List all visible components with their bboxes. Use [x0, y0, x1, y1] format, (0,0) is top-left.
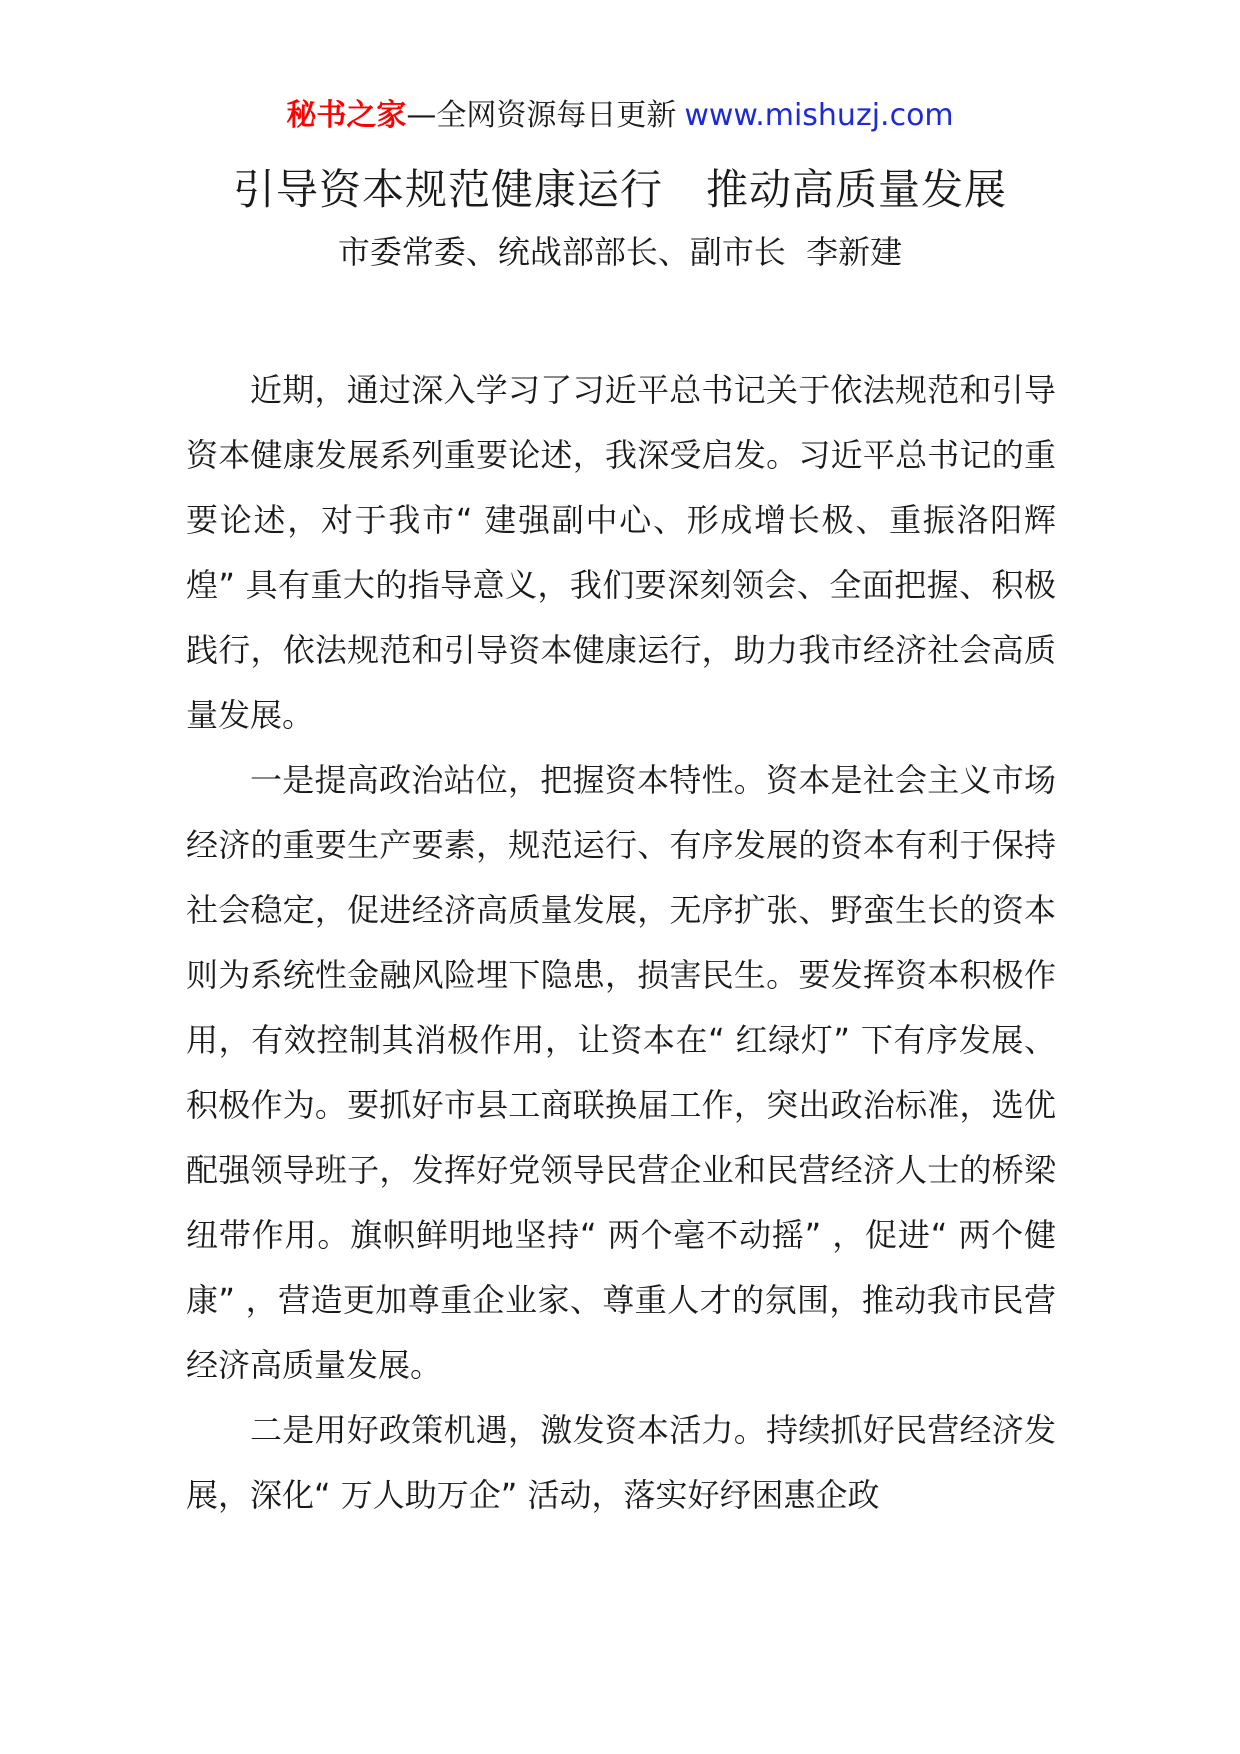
- site-url-link[interactable]: www.mishuzj.com: [684, 98, 954, 133]
- document-body: [186, 358, 1056, 1528]
- paragraph-point-two: 二是用好政策机遇，激发资本活力。持续抓好民营经济发展，深化“ 万人助万企” 活动，落实好纾困惠企政: [186, 1411, 1056, 1514]
- paragraph-intro: 近期，通过深入学习了习近平总书记关于依法规范和引导资本健康发展系列重要论述，我深受启发。习近平总书记的重要论述，对于我市“ 建强副中心、形成增长极、重振洛阳辉煌” 具有重大的指导意义，我们要深刻领会、全面把握、积极践行，依法规范和引导资本健康运行，助力我市经济社会高质量发展。: [186, 371, 1056, 734]
- header-dash: —: [406, 98, 437, 133]
- site-tagline: 全网资源每日更新: [436, 98, 677, 133]
- document-title: 引导资本规范健康运行 推动高质量发展: [232, 165, 1007, 214]
- site-header: [0, 96, 1240, 136]
- site-name: 秘书之家: [286, 98, 407, 133]
- paragraph-point-one: 一是提高政治站位，把握资本特性。资本是社会主义市场经济的重要生产要素，规范运行、有序发展的资本有利于保持社会稳定，促进经济高质量发展，无序扩张、野蛮生长的资本则为系统性金融风险埋下隐患，损害民生。要发挥资本积极作用，有效控制其消极作用，让资本在“ 红绿灯” 下有序发展、积极作为。要抓好市县工商联换届工作，突出政治标准，选优配强领导班子，发挥好党领导民营企业和民营经济人士的桥梁纽带作用。旗帜鲜明地坚持“ 两个毫不动摇” ，促进“ 两个健康” ，营造更加尊重企业家、尊重人才的氛围，推动我市民营经济高质量发展。: [186, 761, 1056, 1384]
- document-author: 市委常委、统战部部长、副市长 李新建: [337, 233, 903, 271]
